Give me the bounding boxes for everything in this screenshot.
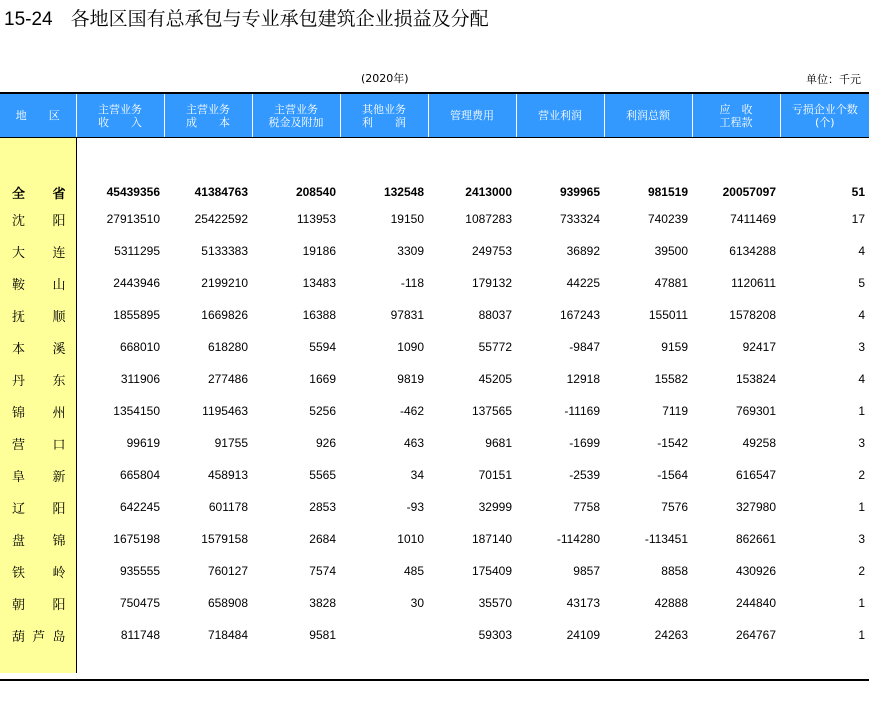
value-cell: 5311295 xyxy=(114,244,160,258)
value-cell: 2 xyxy=(858,468,865,482)
trailing-row xyxy=(0,651,869,673)
value-cell: 3309 xyxy=(397,244,424,258)
value-cell: 935555 xyxy=(119,564,160,578)
value-cell: 1 xyxy=(858,596,865,610)
region-cell: 阜新 xyxy=(0,459,76,491)
region-cell xyxy=(0,138,76,182)
value-cell: 811748 xyxy=(120,628,160,642)
value-cell: 244840 xyxy=(735,596,776,610)
header-main-cost: 主营业务 成 本 xyxy=(164,94,252,138)
value-cell: 6134288 xyxy=(729,244,776,258)
region-cell: 丹东 xyxy=(0,363,76,395)
region-cell: 全省 xyxy=(0,181,76,203)
region-cell: 抚顺 xyxy=(0,299,76,331)
value-cell: 12918 xyxy=(566,372,600,386)
value-cell: -1564 xyxy=(657,468,688,482)
table-title: 各地区国有总承包与专业承包建筑企业损益及分配 xyxy=(70,8,489,30)
value-cell: 1579158 xyxy=(201,532,248,546)
region-cell: 营口 xyxy=(0,427,76,459)
value-cell: 179132 xyxy=(471,276,512,290)
value-cell: 769301 xyxy=(735,404,776,418)
value-cell: 39500 xyxy=(654,244,688,258)
value-cell: 5594 xyxy=(309,340,336,354)
value-cell: -114280 xyxy=(556,532,600,546)
table-header xyxy=(0,94,869,138)
value-cell: 1120611 xyxy=(731,276,776,290)
value-cell: 43173 xyxy=(566,596,600,610)
region-cell: 本溪 xyxy=(0,331,76,363)
value-cell: -1699 xyxy=(569,436,600,450)
value-cell: 2413000 xyxy=(465,185,512,199)
value-cell: 4 xyxy=(858,308,865,322)
value-cell: 19186 xyxy=(302,244,336,258)
value-cell: 2684 xyxy=(309,532,336,546)
value-cell: 155011 xyxy=(648,308,688,322)
value-cell: 485 xyxy=(403,564,424,578)
value-cell: 4 xyxy=(858,372,865,386)
table-number: 15-24 xyxy=(4,9,53,30)
value-cell: 1675198 xyxy=(113,532,160,546)
value-cell: 20057097 xyxy=(722,185,776,199)
value-cell: 2443946 xyxy=(113,276,160,290)
region-cell: 铁岭 xyxy=(0,555,76,587)
value-cell: 24263 xyxy=(654,628,688,642)
value-cell: 167243 xyxy=(559,308,600,322)
spacer-row xyxy=(0,138,869,182)
table-row xyxy=(0,491,869,523)
value-cell: 3 xyxy=(858,532,865,546)
table-row xyxy=(0,555,869,587)
value-cell: 668010 xyxy=(119,340,160,354)
table-row xyxy=(0,427,869,459)
value-cell: 249753 xyxy=(471,244,512,258)
table-row xyxy=(0,267,869,299)
region-cell: 锦州 xyxy=(0,395,76,427)
value-cell: -1542 xyxy=(657,436,688,450)
bottom-rule xyxy=(0,679,869,681)
value-cell: 9819 xyxy=(397,372,424,386)
value-cell: 2 xyxy=(858,564,865,578)
value-cell: 113953 xyxy=(296,212,336,226)
value-cell: 97831 xyxy=(390,308,424,322)
value-cell: 30 xyxy=(410,596,424,610)
value-cell: 939965 xyxy=(559,185,600,199)
value-cell: 7576 xyxy=(661,500,688,514)
region-cell: 朝阳 xyxy=(0,587,76,619)
value-cell: 9581 xyxy=(309,628,336,642)
value-cell: 13483 xyxy=(302,276,336,290)
value-cell: 1195463 xyxy=(202,404,248,418)
value-cell: 718484 xyxy=(207,628,248,642)
value-cell: 59303 xyxy=(478,628,512,642)
value-cell: 1 xyxy=(858,628,865,642)
header-receivables: 应 收 工程款 xyxy=(692,94,780,138)
value-cell: 7119 xyxy=(662,404,688,418)
value-cell: 616547 xyxy=(735,468,776,482)
value-cell: 137565 xyxy=(471,404,512,418)
header-operating-profit: 营业利润 xyxy=(516,94,604,138)
value-cell: 25422592 xyxy=(194,212,248,226)
header-row xyxy=(0,94,869,138)
region-cell: 盘锦 xyxy=(0,523,76,555)
value-cell: 740239 xyxy=(647,212,688,226)
value-cell: 4 xyxy=(858,244,865,258)
header-total-profit: 利润总额 xyxy=(604,94,692,138)
header-main-revenue: 主营业务 收 入 xyxy=(76,94,164,138)
header-other-profit: 其他业务 利 润 xyxy=(340,94,428,138)
value-cell: 3 xyxy=(858,340,865,354)
value-cell: 3828 xyxy=(309,596,336,610)
value-cell: 862661 xyxy=(735,532,776,546)
value-cell: 208540 xyxy=(295,185,336,199)
value-cell: 1 xyxy=(858,500,865,514)
value-cell: 88037 xyxy=(478,308,512,322)
value-cell: 981519 xyxy=(647,185,688,199)
value-cell: 49258 xyxy=(742,436,776,450)
value-cell: 1 xyxy=(858,404,865,418)
value-cell: 277486 xyxy=(207,372,248,386)
value-cell: 24109 xyxy=(566,628,600,642)
value-cell xyxy=(340,619,428,651)
region-cell: 辽阳 xyxy=(0,491,76,523)
total-row xyxy=(0,181,869,203)
year-label: (2020年) xyxy=(361,72,409,85)
value-cell: -113451 xyxy=(644,532,688,546)
value-cell: 926 xyxy=(315,436,336,450)
value-cell: 3 xyxy=(858,436,865,450)
value-cell: -9847 xyxy=(569,340,600,354)
value-cell: 16388 xyxy=(302,308,336,322)
value-cell: 36892 xyxy=(566,244,600,258)
region-cell: 大连 xyxy=(0,235,76,267)
table-body xyxy=(0,138,869,674)
region-cell: 葫芦岛 xyxy=(0,619,76,651)
value-cell: 187140 xyxy=(471,532,512,546)
value-cell: 642245 xyxy=(119,500,160,514)
value-cell: 665804 xyxy=(119,468,160,482)
value-cell: 311906 xyxy=(120,372,160,386)
value-cell: 327980 xyxy=(735,500,776,514)
value-cell: 458913 xyxy=(207,468,248,482)
value-cell: 44225 xyxy=(566,276,600,290)
header-main-tax: 主营业务 税金及附加 xyxy=(252,94,340,138)
value-cell: 2853 xyxy=(309,500,336,514)
value-cell: -93 xyxy=(406,500,424,514)
value-cell: 750475 xyxy=(119,596,160,610)
value-cell: 9857 xyxy=(573,564,600,578)
value-cell: 760127 xyxy=(207,564,248,578)
value-cell: 1669826 xyxy=(201,308,248,322)
value-cell: 175409 xyxy=(471,564,512,578)
data-table xyxy=(0,94,869,673)
value-cell: 99619 xyxy=(126,436,160,450)
value-cell: 463 xyxy=(403,436,424,450)
value-cell: -2539 xyxy=(569,468,600,482)
value-cell: 42888 xyxy=(654,596,688,610)
value-cell: 9681 xyxy=(485,436,512,450)
value-cell: 41384763 xyxy=(194,185,248,199)
value-cell: 1669 xyxy=(309,372,336,386)
value-cell: 1354150 xyxy=(113,404,160,418)
value-cell: 153824 xyxy=(735,372,776,386)
value-cell: 7411469 xyxy=(730,212,776,226)
value-cell: 2199210 xyxy=(201,276,248,290)
table-row xyxy=(0,523,869,555)
value-cell: 5133383 xyxy=(201,244,248,258)
header-region: 地 区 xyxy=(0,94,76,138)
page-title xyxy=(4,6,489,32)
table-row xyxy=(0,459,869,491)
value-cell: 5256 xyxy=(309,404,336,418)
value-cell: 47881 xyxy=(654,276,688,290)
value-cell: 658908 xyxy=(207,596,248,610)
value-cell: 15582 xyxy=(654,372,688,386)
table-row xyxy=(0,299,869,331)
value-cell: 19150 xyxy=(390,212,424,226)
value-cell: 1855895 xyxy=(113,308,160,322)
region-cell xyxy=(0,651,76,673)
value-cell: 1087283 xyxy=(465,212,512,226)
value-cell: 7758 xyxy=(573,500,600,514)
table-row xyxy=(0,395,869,427)
region-cell: 鞍山 xyxy=(0,267,76,299)
value-cell: 618280 xyxy=(207,340,248,354)
value-cell: 8858 xyxy=(661,564,688,578)
value-cell: 1090 xyxy=(397,340,424,354)
region-cell: 沈阳 xyxy=(0,203,76,235)
table-row xyxy=(0,363,869,395)
value-cell: 92417 xyxy=(742,340,776,354)
value-cell: 1578208 xyxy=(729,308,776,322)
value-cell: 5565 xyxy=(309,468,336,482)
value-cell: 264767 xyxy=(735,628,776,642)
table-row xyxy=(0,587,869,619)
value-cell: 91755 xyxy=(214,436,248,450)
table-row xyxy=(0,235,869,267)
table-row xyxy=(0,203,869,235)
value-cell: -11169 xyxy=(564,404,600,418)
header-admin-expense: 管理费用 xyxy=(428,94,516,138)
value-cell: 45439356 xyxy=(106,185,160,199)
table-row xyxy=(0,619,869,651)
value-cell: 32999 xyxy=(478,500,512,514)
value-cell: 70151 xyxy=(478,468,512,482)
value-cell: 34 xyxy=(410,468,424,482)
value-cell: 17 xyxy=(851,212,865,226)
value-cell: 601178 xyxy=(208,500,248,514)
value-cell: 27913510 xyxy=(106,212,160,226)
value-cell: 7574 xyxy=(309,564,336,578)
value-cell: 1010 xyxy=(397,532,424,546)
value-cell: 9159 xyxy=(661,340,688,354)
header-loss-count: 亏损企业个数 (个) xyxy=(780,94,869,138)
value-cell: 430926 xyxy=(735,564,776,578)
unit-label: 单位：千元 xyxy=(806,73,861,86)
value-cell: 132548 xyxy=(383,185,424,199)
value-cell: 45205 xyxy=(478,372,512,386)
value-cell: 55772 xyxy=(478,340,512,354)
value-cell: 51 xyxy=(851,185,865,199)
value-cell: 5 xyxy=(858,276,865,290)
value-cell: -118 xyxy=(400,276,424,290)
value-cell: 733324 xyxy=(559,212,600,226)
value-cell: 35570 xyxy=(478,596,512,610)
table-row xyxy=(0,331,869,363)
value-cell: -462 xyxy=(399,404,424,418)
